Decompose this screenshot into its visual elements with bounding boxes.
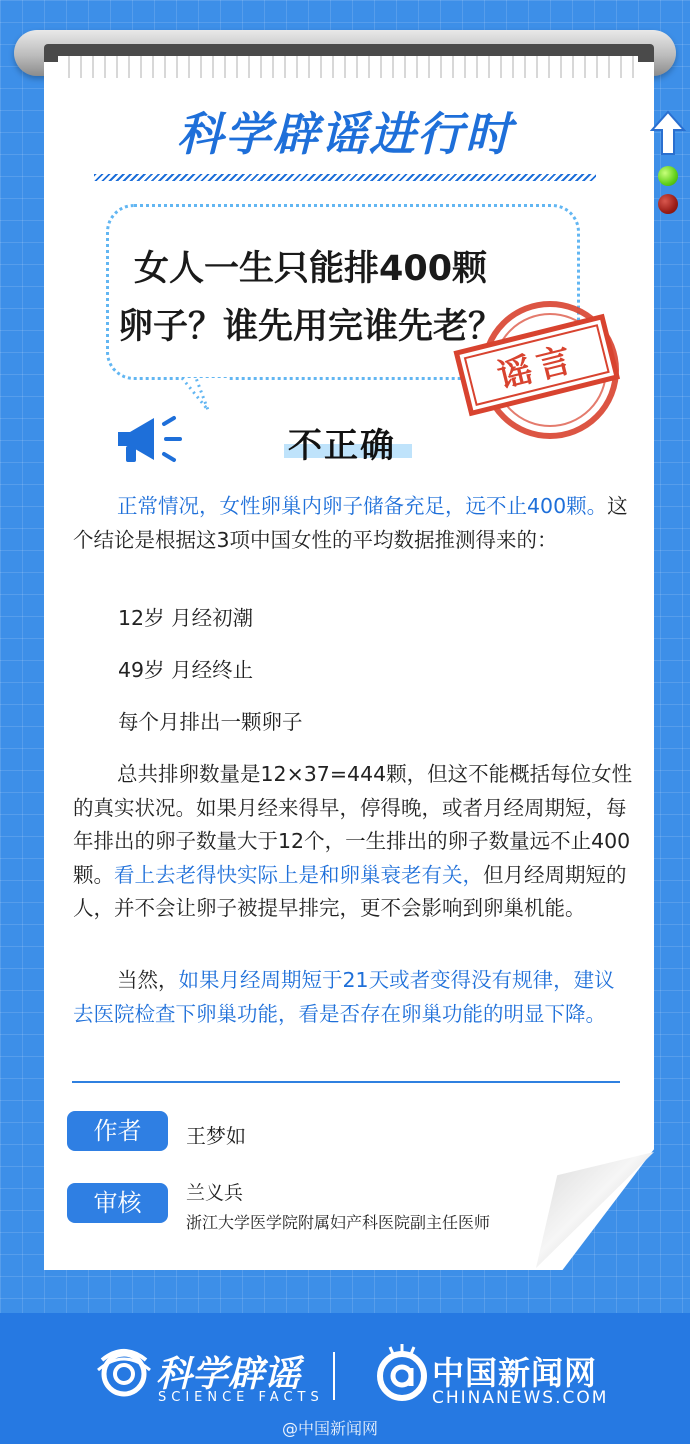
- footer-brand-en: SCIENCE FACTS: [158, 1390, 324, 1405]
- title-underline: [94, 174, 596, 181]
- red-dot-icon: [658, 194, 678, 214]
- weibo-watermark: @中国新闻网: [282, 1419, 379, 1438]
- page-title: 科学辟谣进行时: [177, 107, 513, 161]
- stamp-text: 谣言: [493, 338, 582, 398]
- question-line-1: 女人一生只能排400颗: [134, 249, 488, 289]
- reviewer-label: 审核: [67, 1183, 168, 1223]
- paper-tear-edge: [58, 56, 638, 78]
- paragraph-2-text-b: 但月经周期短的人，并不会让卵子被提早排完，更不会影响到卵巢机能。: [73, 862, 627, 920]
- footer-brand-cn: 科学辟谣: [156, 1354, 301, 1395]
- paragraph-2: [73, 758, 633, 926]
- question-line-2: 卵子？谁先用完谁先老？: [118, 307, 504, 347]
- bubble-tail: [180, 368, 230, 412]
- list-item: 12岁 月经初潮: [118, 606, 254, 630]
- footer-news-en: CHINANEWS.COM: [432, 1388, 609, 1408]
- megaphone-icon: [114, 414, 190, 466]
- footer-news-cn: 中国新闻网: [432, 1354, 598, 1392]
- paragraph-1-text: 这个结论是根据这3项中国女性的平均数据推测得来的：: [73, 494, 628, 552]
- paragraph-3: [73, 964, 633, 1031]
- author-label: 作者: [67, 1111, 168, 1151]
- author-name: 王梦如: [186, 1124, 246, 1148]
- paragraph-2-text-a: 总共排卵数量是12×37=444颗，但这不能概括每位女性的真实状况。如果月经来得早，停得晚，或者月经周期短，每年排出的卵子数量大于12个，一生排出的卵子数量远不止400颗。: [73, 762, 633, 887]
- list-item: 每个月排出一颗卵子: [118, 710, 303, 734]
- footer-separator: [333, 1352, 335, 1400]
- paragraph-3-highlight: 如果月经周期短于21天或者变得没有规律，建议去医院检查下卵巢功能，看是否存在卵巢功能的明显下降。: [73, 968, 615, 1026]
- divider: [72, 1081, 620, 1083]
- verdict-text: 不正确: [288, 426, 396, 466]
- paragraph-1-highlight: 正常情况，女性卵巢内卵子储备充足，远不止400颗。: [117, 494, 608, 518]
- reviewer-name: 兰义兵: [186, 1182, 244, 1204]
- paragraph-2-highlight: 看上去老得快实际上是和卵巢衰老有关，: [114, 862, 483, 887]
- green-dot-icon: [658, 166, 678, 186]
- reviewer-title: 浙江大学医学院附属妇产科医院副主任医师: [186, 1213, 491, 1232]
- science-facts-logo-icon: [96, 1346, 152, 1398]
- paragraph-1: [73, 490, 633, 557]
- list-item: 49岁 月经终止: [118, 658, 254, 682]
- chinanews-logo-icon: [374, 1342, 430, 1402]
- paragraph-3-text: 当然，: [117, 968, 179, 992]
- rumor-stamp: [452, 286, 622, 446]
